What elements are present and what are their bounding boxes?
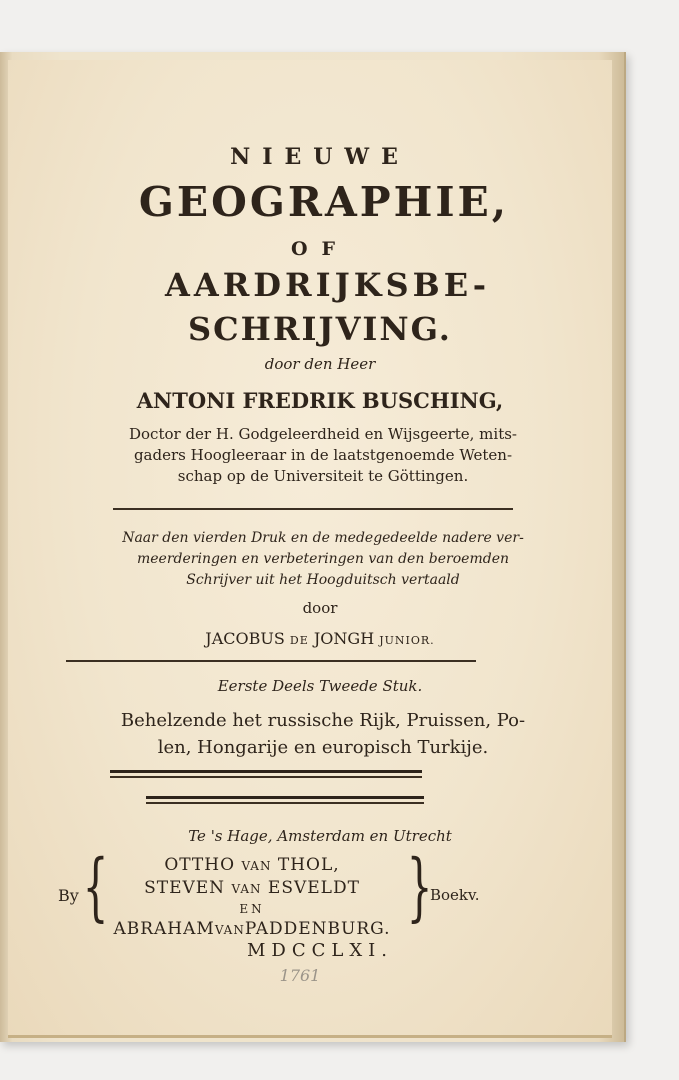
edition-note-line: Schrijver uit het Hoogduitsch vertaald bbox=[186, 572, 460, 588]
translator-surname: JONGH bbox=[313, 629, 375, 648]
translator-suffix: JUNIOR. bbox=[379, 634, 435, 647]
printer-en: EN bbox=[239, 902, 265, 916]
printer-names bbox=[102, 854, 402, 941]
contents-description bbox=[48, 707, 598, 761]
author-description-line: Doctor der H. Godgeleerdheid en Wijsgeerte, mits- bbox=[128, 425, 517, 443]
author-description-line: gaders Hoogleeraar in de laatstgenoemde Weten- bbox=[133, 446, 513, 464]
translator-given-name: JACOBUS bbox=[205, 629, 285, 648]
author-description bbox=[48, 424, 598, 487]
printer-2: STEVEN VAN ESVELDT bbox=[144, 878, 360, 898]
translator-prefix: door bbox=[302, 599, 338, 617]
translator-de: DE bbox=[289, 634, 309, 647]
contents-line: len, Hongarije en europisch Turkije. bbox=[157, 737, 489, 758]
title-line-aardrijksbe: AARDRIJKSBE- bbox=[165, 266, 490, 304]
right-brace-icon: } bbox=[406, 844, 433, 930]
byline: door den Heer bbox=[264, 355, 376, 373]
edition-note bbox=[48, 528, 598, 591]
ornamental-rule bbox=[110, 776, 422, 778]
left-brace-icon: { bbox=[82, 844, 109, 930]
place-of-publication: Te 's Hage, Amsterdam en Utrecht bbox=[188, 827, 452, 845]
translator-name bbox=[48, 629, 592, 648]
contents-line: Behelzende het russische Rijk, Pruissen, Po- bbox=[120, 710, 526, 731]
edition-note-line: Naar den vierden Druk en de medegedeelde nadere ver- bbox=[122, 530, 524, 546]
pencil-annotation: 1761 bbox=[279, 966, 321, 985]
boekverkopers-label: Boekv. bbox=[430, 886, 480, 904]
author-name: ANTONI FREDRIK BUSCHING, bbox=[136, 388, 504, 413]
title-line-of: OF bbox=[290, 238, 350, 260]
title-line-geographie: GEOGRAPHIE, bbox=[138, 178, 510, 226]
author-description-line: schap op de Universiteit te Göttingen. bbox=[177, 467, 469, 485]
by-label: By bbox=[58, 886, 79, 905]
printer-3: ABRAHAMVANPADDENBURG. bbox=[113, 919, 391, 939]
printer-1: OTTHO VAN THOL, bbox=[164, 855, 340, 875]
publication-year: MDCCLXI. bbox=[246, 940, 393, 961]
title-line-nieuwe: NIEUWE bbox=[230, 144, 410, 170]
divider-rule bbox=[66, 660, 476, 662]
part-label: Eerste Deels Tweede Stuk. bbox=[217, 677, 423, 695]
title-line-schrijving: SCHRIJVING. bbox=[188, 310, 452, 348]
ornamental-rule bbox=[146, 796, 424, 799]
divider-rule bbox=[113, 508, 513, 510]
title-page bbox=[8, 60, 612, 1038]
edition-note-line: meerderingen en verbeteringen van den beroemden bbox=[136, 551, 509, 567]
ornamental-rule bbox=[110, 770, 422, 773]
ornamental-rule bbox=[146, 802, 424, 804]
